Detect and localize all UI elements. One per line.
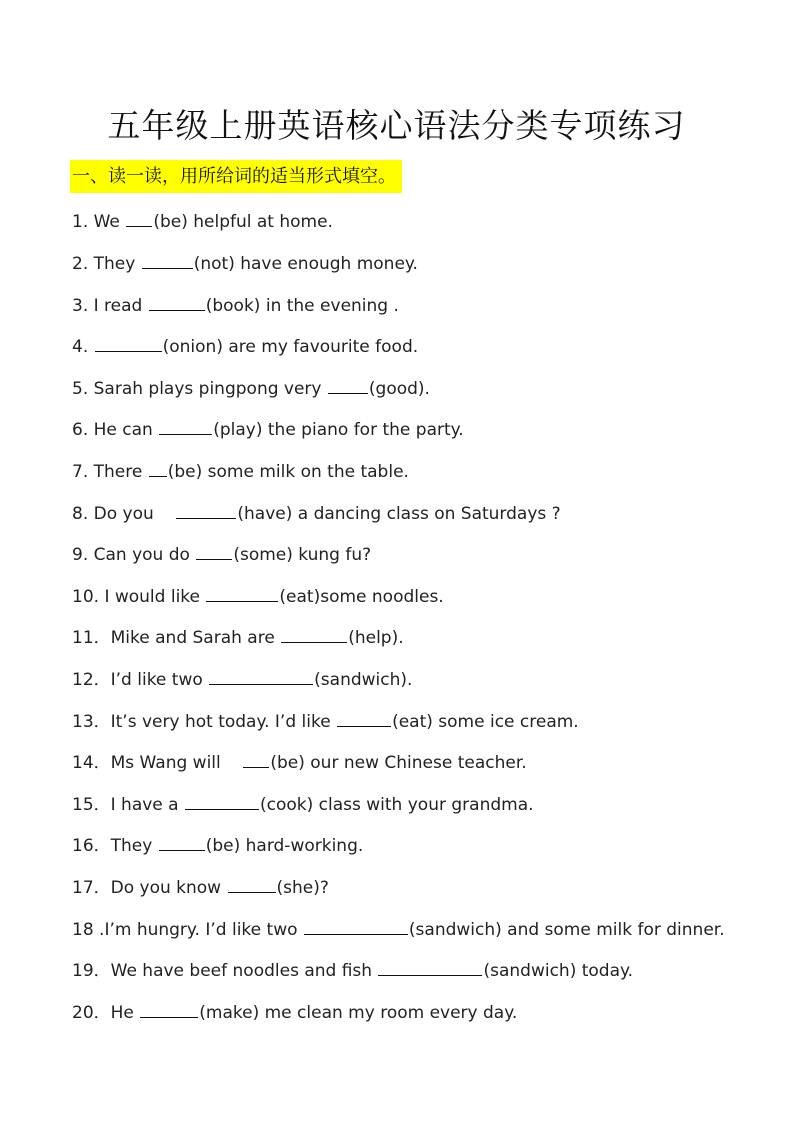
question-suffix: (play) the piano for the party. bbox=[213, 420, 464, 440]
answer-blank[interactable] bbox=[209, 668, 313, 685]
question-item bbox=[72, 668, 412, 691]
question-item bbox=[72, 335, 418, 358]
question-prefix: 10. I would like bbox=[72, 587, 206, 607]
question-item bbox=[72, 543, 371, 566]
answer-blank[interactable] bbox=[126, 210, 152, 227]
question-suffix: (be) helpful at home. bbox=[153, 212, 333, 232]
answer-blank[interactable] bbox=[142, 252, 193, 269]
question-prefix: 3. I read bbox=[72, 296, 148, 316]
question-item bbox=[72, 626, 404, 649]
question-item bbox=[72, 460, 409, 483]
question-item bbox=[72, 252, 418, 275]
answer-blank[interactable] bbox=[159, 834, 205, 851]
question-suffix: (have) a dancing class on Saturdays ? bbox=[237, 504, 561, 524]
question-item bbox=[72, 751, 527, 774]
question-prefix: 9. Can you do bbox=[72, 545, 196, 565]
question-prefix: 1. We bbox=[72, 212, 126, 232]
question-item bbox=[72, 959, 633, 982]
question-suffix: (eat) some ice cream. bbox=[392, 712, 579, 732]
answer-blank[interactable] bbox=[159, 418, 212, 435]
answer-blank[interactable] bbox=[228, 876, 276, 893]
question-item bbox=[72, 210, 333, 233]
question-suffix: (make) me clean my room every day. bbox=[199, 1003, 518, 1023]
question-suffix: (cook) class with your grandma. bbox=[260, 795, 534, 815]
question-item bbox=[72, 710, 579, 733]
answer-blank[interactable] bbox=[304, 918, 408, 935]
question-prefix: 6. He can bbox=[72, 420, 159, 440]
question-suffix: (help). bbox=[348, 628, 404, 648]
question-suffix: (she)? bbox=[276, 878, 329, 898]
question-prefix: 7. There bbox=[72, 462, 148, 482]
answer-blank[interactable] bbox=[196, 543, 232, 560]
question-suffix: (onion) are my favourite food. bbox=[162, 337, 419, 357]
question-suffix: (good). bbox=[368, 379, 430, 399]
question-prefix: 16．They bbox=[72, 836, 158, 856]
question-item bbox=[72, 585, 444, 608]
answer-blank[interactable] bbox=[378, 959, 482, 976]
question-suffix: (be) our new Chinese teacher. bbox=[270, 753, 527, 773]
question-item bbox=[72, 918, 725, 941]
answer-blank[interactable] bbox=[206, 585, 278, 602]
answer-blank[interactable] bbox=[281, 626, 347, 643]
question-prefix: 15．I have a bbox=[72, 795, 184, 815]
question-suffix: (eat)some noodles. bbox=[279, 587, 444, 607]
question-item bbox=[72, 294, 399, 317]
question-prefix: 12．I’d like two bbox=[72, 670, 209, 690]
answer-blank[interactable] bbox=[140, 1001, 198, 1018]
question-prefix: 14．Ms Wang will bbox=[72, 753, 243, 773]
question-suffix: (sandwich) today. bbox=[483, 961, 634, 981]
question-prefix: 5. Sarah plays pingpong very bbox=[72, 379, 327, 399]
question-item bbox=[72, 834, 363, 857]
question-suffix: (sandwich). bbox=[314, 670, 413, 690]
question-item bbox=[72, 793, 534, 816]
question-prefix: 11．Mike and Sarah are bbox=[72, 628, 281, 648]
question-prefix: 20．He bbox=[72, 1003, 140, 1023]
answer-blank[interactable] bbox=[337, 710, 391, 727]
question-suffix: (not) have enough money. bbox=[193, 254, 418, 274]
answer-blank[interactable] bbox=[95, 335, 162, 352]
question-suffix: (book) in the evening . bbox=[205, 296, 399, 316]
answer-blank[interactable] bbox=[176, 502, 236, 519]
question-prefix: 2. They bbox=[72, 254, 141, 274]
question-prefix: 19．We have beef noodles and fish bbox=[72, 961, 378, 981]
question-item bbox=[72, 377, 430, 400]
question-item bbox=[72, 418, 464, 441]
question-prefix: 18 .I’m hungry. I’d like two bbox=[72, 920, 303, 940]
answer-blank[interactable] bbox=[149, 294, 205, 311]
question-prefix: 17．Do you know bbox=[72, 878, 227, 898]
answer-blank[interactable] bbox=[149, 460, 167, 477]
question-item bbox=[72, 502, 561, 525]
question-suffix: (be) some milk on the table. bbox=[167, 462, 409, 482]
question-prefix: 4. bbox=[72, 337, 94, 357]
question-item bbox=[72, 876, 329, 899]
answer-blank[interactable] bbox=[328, 377, 368, 394]
question-suffix: (be) hard-working. bbox=[205, 836, 364, 856]
question-suffix: (sandwich) and some milk for dinner. bbox=[408, 920, 725, 940]
page-title: 五年级上册英语核心语法分类专项练习 bbox=[107, 106, 686, 145]
question-item bbox=[72, 1001, 517, 1024]
answer-blank[interactable] bbox=[243, 751, 269, 768]
question-prefix: 13．It’s very hot today. I’d like bbox=[72, 712, 337, 732]
answer-blank[interactable] bbox=[185, 793, 259, 810]
section-heading: 一、读一读，用所给词的适当形式填空。 bbox=[70, 160, 402, 193]
question-suffix: (some) kung fu? bbox=[233, 545, 372, 565]
question-prefix: 8. Do you bbox=[72, 504, 176, 524]
